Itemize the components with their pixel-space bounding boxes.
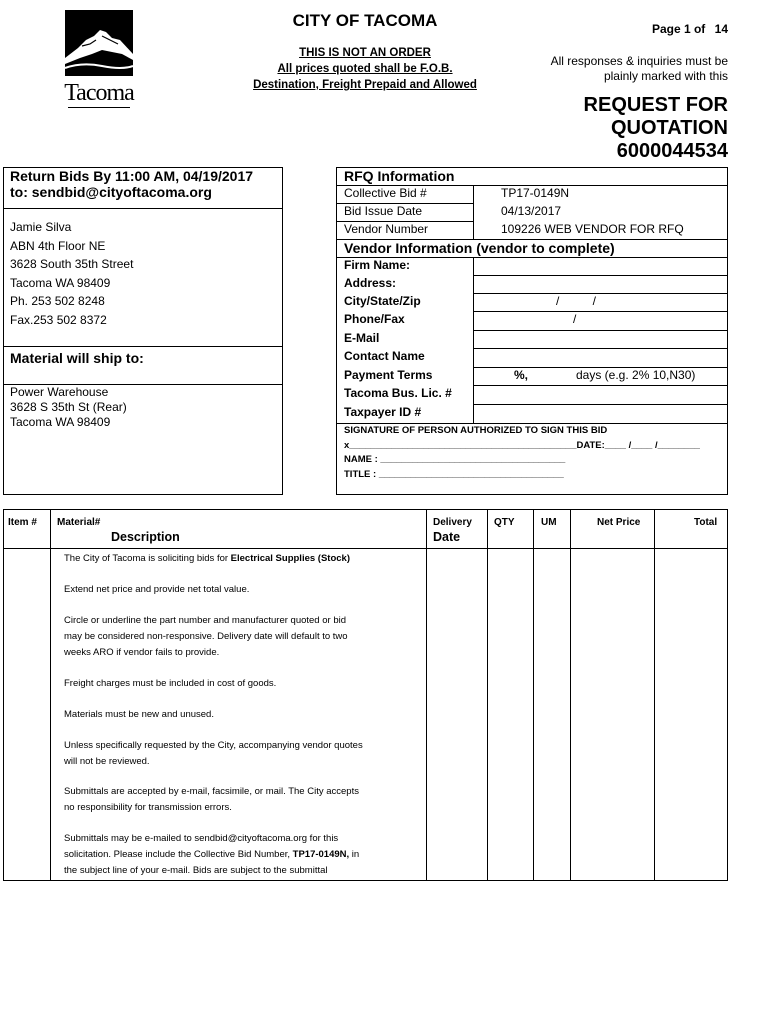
ship-to-line: Power Warehouse — [10, 385, 109, 399]
notice-line-2: All prices quoted shall be F.O.B. — [277, 63, 453, 75]
vendor-input-payment-terms[interactable] — [473, 385, 728, 386]
description-line: Unless specifically requested by the City, accompanying vendor quotes — [64, 740, 363, 751]
divider — [473, 185, 474, 239]
vendor-input-address[interactable] — [473, 293, 728, 294]
rfq-label-collective-bid: Collective Bid # — [344, 186, 427, 200]
vendor-input-email[interactable] — [473, 348, 728, 349]
description-line: Submittals may be e-mailed to sendbid@cityoftacoma.org for this — [64, 833, 339, 844]
col-header-qty: QTY — [494, 517, 515, 528]
rfq-title-line-1: REQUEST FOR — [583, 94, 728, 116]
description-paragraph — [64, 784, 404, 816]
city-title: CITY OF TACOMA — [292, 11, 438, 30]
rfq-title-line-2: QUOTATION — [610, 117, 728, 139]
contact-office: ABN 4th Floor NE — [10, 238, 106, 253]
description-paragraph — [64, 551, 404, 567]
contact-name: Jamie Silva — [10, 220, 72, 234]
table-header-divider — [3, 548, 728, 549]
rfq-label-issue-date: Bid Issue Date — [344, 204, 423, 218]
ship-to-line: 3628 S 35th St (Rear) — [10, 400, 127, 414]
responses-note — [520, 54, 728, 84]
col-header-material: Material# — [57, 517, 101, 528]
description-paragraph — [64, 738, 404, 770]
contact-block — [10, 218, 280, 329]
description-paragraph — [64, 831, 404, 879]
rfq-value-vendor-number: 109226 WEB VENDOR FOR RFQ — [501, 222, 684, 236]
divider — [3, 346, 283, 347]
vendor-label-taxpayer-id: Taxpayer ID # — [344, 405, 422, 419]
col-header-description: Description — [111, 530, 180, 544]
description-line: Submittals are accepted by e-mail, facsimile, or mail. The City accepts — [64, 786, 359, 797]
description-line: weeks ARO if vendor fails to provide. — [64, 647, 220, 658]
vendor-input-taxpayer-id[interactable] — [336, 423, 728, 424]
description-bold: TP17-0149N, — [292, 849, 350, 860]
page-total: 14 — [714, 22, 728, 36]
return-bids-heading — [10, 168, 280, 200]
col-header-date: Date — [433, 530, 461, 544]
vendor-label-contact-name: Contact Name — [344, 349, 425, 363]
divider — [3, 208, 283, 209]
column-divider — [426, 509, 427, 881]
description-text: solicitation. Please include the Collective Bid Number, — [64, 849, 293, 860]
description-line: no responsibility for transmission errors. — [64, 802, 232, 813]
signature-title-line[interactable]: TITLE : ___________________________________ — [344, 469, 564, 480]
vendor-input-phone-fax[interactable] — [473, 330, 728, 331]
column-divider — [654, 509, 655, 881]
column-divider — [50, 509, 51, 881]
divider — [473, 257, 474, 423]
contact-street: 3628 South 35th Street — [10, 257, 134, 271]
vendor-label-bus-lic: Tacoma Bus. Lic. # — [344, 386, 452, 400]
rfq-info-heading: RFQ Information — [344, 168, 455, 184]
payment-days-hint: days (e.g. 2% 10,N30) — [576, 368, 696, 382]
rfq-value-issue-date: 04/13/2017 — [501, 204, 562, 218]
contact-fax: Fax.253 502 8372 — [10, 312, 107, 327]
notice-line-3: Destination, Freight Prepaid and Allowed — [253, 79, 477, 91]
return-bids-line-1: Return Bids By 11:00 AM, 04/19/2017 — [10, 168, 254, 184]
vendor-label-payment-terms: Payment Terms — [344, 368, 433, 382]
description-line: may be considered non-responsive. Delivery date will default to two — [64, 631, 348, 642]
rfq-number: 6000044534 — [616, 140, 728, 162]
vendor-label-firm-name: Firm Name: — [344, 258, 411, 272]
responses-line-1: All responses & inquiries must be — [550, 54, 728, 68]
description-bold: Electrical Supplies (Stock) — [230, 553, 350, 564]
signature-name-line[interactable]: NAME : ___________________________________ — [344, 454, 566, 465]
vendor-label-city-state-zip: City/State/Zip — [344, 294, 421, 308]
description-paragraph: Materials must be new and unused. — [64, 709, 214, 720]
vendor-label-phone-fax: Phone/Fax — [344, 312, 405, 326]
vendor-label-address: Address: — [344, 276, 397, 290]
phone-fax-separator: / — [573, 312, 577, 326]
description-line: Circle or underline the part number and manufacturer quoted or bid — [64, 615, 346, 626]
column-divider — [570, 509, 571, 881]
vendor-input-city-state-zip[interactable] — [473, 311, 728, 312]
description-paragraph — [64, 613, 404, 661]
column-divider — [487, 509, 488, 881]
vendor-info-heading: Vendor Information (vendor to complete) — [344, 240, 615, 256]
col-header-um: UM — [541, 517, 557, 528]
contact-city: Tacoma WA 98409 — [10, 275, 111, 290]
logo-wordmark: Tacoma — [64, 80, 134, 106]
return-bids-line-2: to: sendbid@cityoftacoma.org — [10, 184, 212, 200]
contact-phone: Ph. 253 502 8248 — [10, 294, 105, 308]
description-text: The City of Tacoma is soliciting bids for — [64, 553, 231, 564]
col-header-total: Total — [694, 517, 718, 528]
city-logo — [62, 10, 136, 112]
col-header-item: Item # — [8, 517, 37, 528]
notice-line-1: THIS IS NOT AN ORDER — [299, 47, 431, 59]
description-text: in — [349, 849, 360, 860]
order-notice — [230, 45, 500, 93]
ship-to-address — [10, 385, 280, 430]
page-indicator — [600, 22, 728, 36]
vendor-input-firm-name[interactable] — [473, 275, 728, 276]
col-header-delivery: Delivery — [433, 517, 472, 528]
description-paragraph: Extend net price and provide net total value. — [64, 584, 250, 595]
col-header-net-price: Net Price — [597, 517, 641, 528]
signature-line[interactable]: x___________________________________________DATE:____ /____ /________ — [344, 440, 700, 451]
description-line — [64, 847, 404, 863]
responses-line-2: plainly marked with this — [603, 69, 728, 83]
signature-heading: SIGNATURE OF PERSON AUTHORIZED TO SIGN THIS BID — [344, 425, 608, 436]
rfq-value-collective-bid: TP17-0149N — [501, 186, 570, 200]
vendor-input-bus-lic[interactable] — [473, 404, 728, 405]
city-state-zip-separators: / / — [556, 294, 597, 308]
description-line: will not be reviewed. — [64, 756, 150, 767]
vendor-label-email: E-Mail — [344, 331, 380, 345]
rfq-title — [520, 94, 728, 163]
ship-to-line: Tacoma WA 98409 — [10, 415, 111, 429]
logo-underline — [68, 107, 130, 108]
rfq-label-vendor-number: Vendor Number — [344, 222, 429, 236]
page-label: Page 1 of — [651, 22, 706, 36]
description-line: the subject line of your e-mail. Bids are subject to the submittal — [64, 865, 328, 876]
description-paragraph: Freight charges must be included in cost of goods. — [64, 678, 277, 689]
column-divider — [533, 509, 534, 881]
return-bids-box — [3, 167, 283, 495]
payment-percent: %, — [514, 368, 529, 382]
ship-to-heading: Material will ship to: — [10, 350, 144, 366]
